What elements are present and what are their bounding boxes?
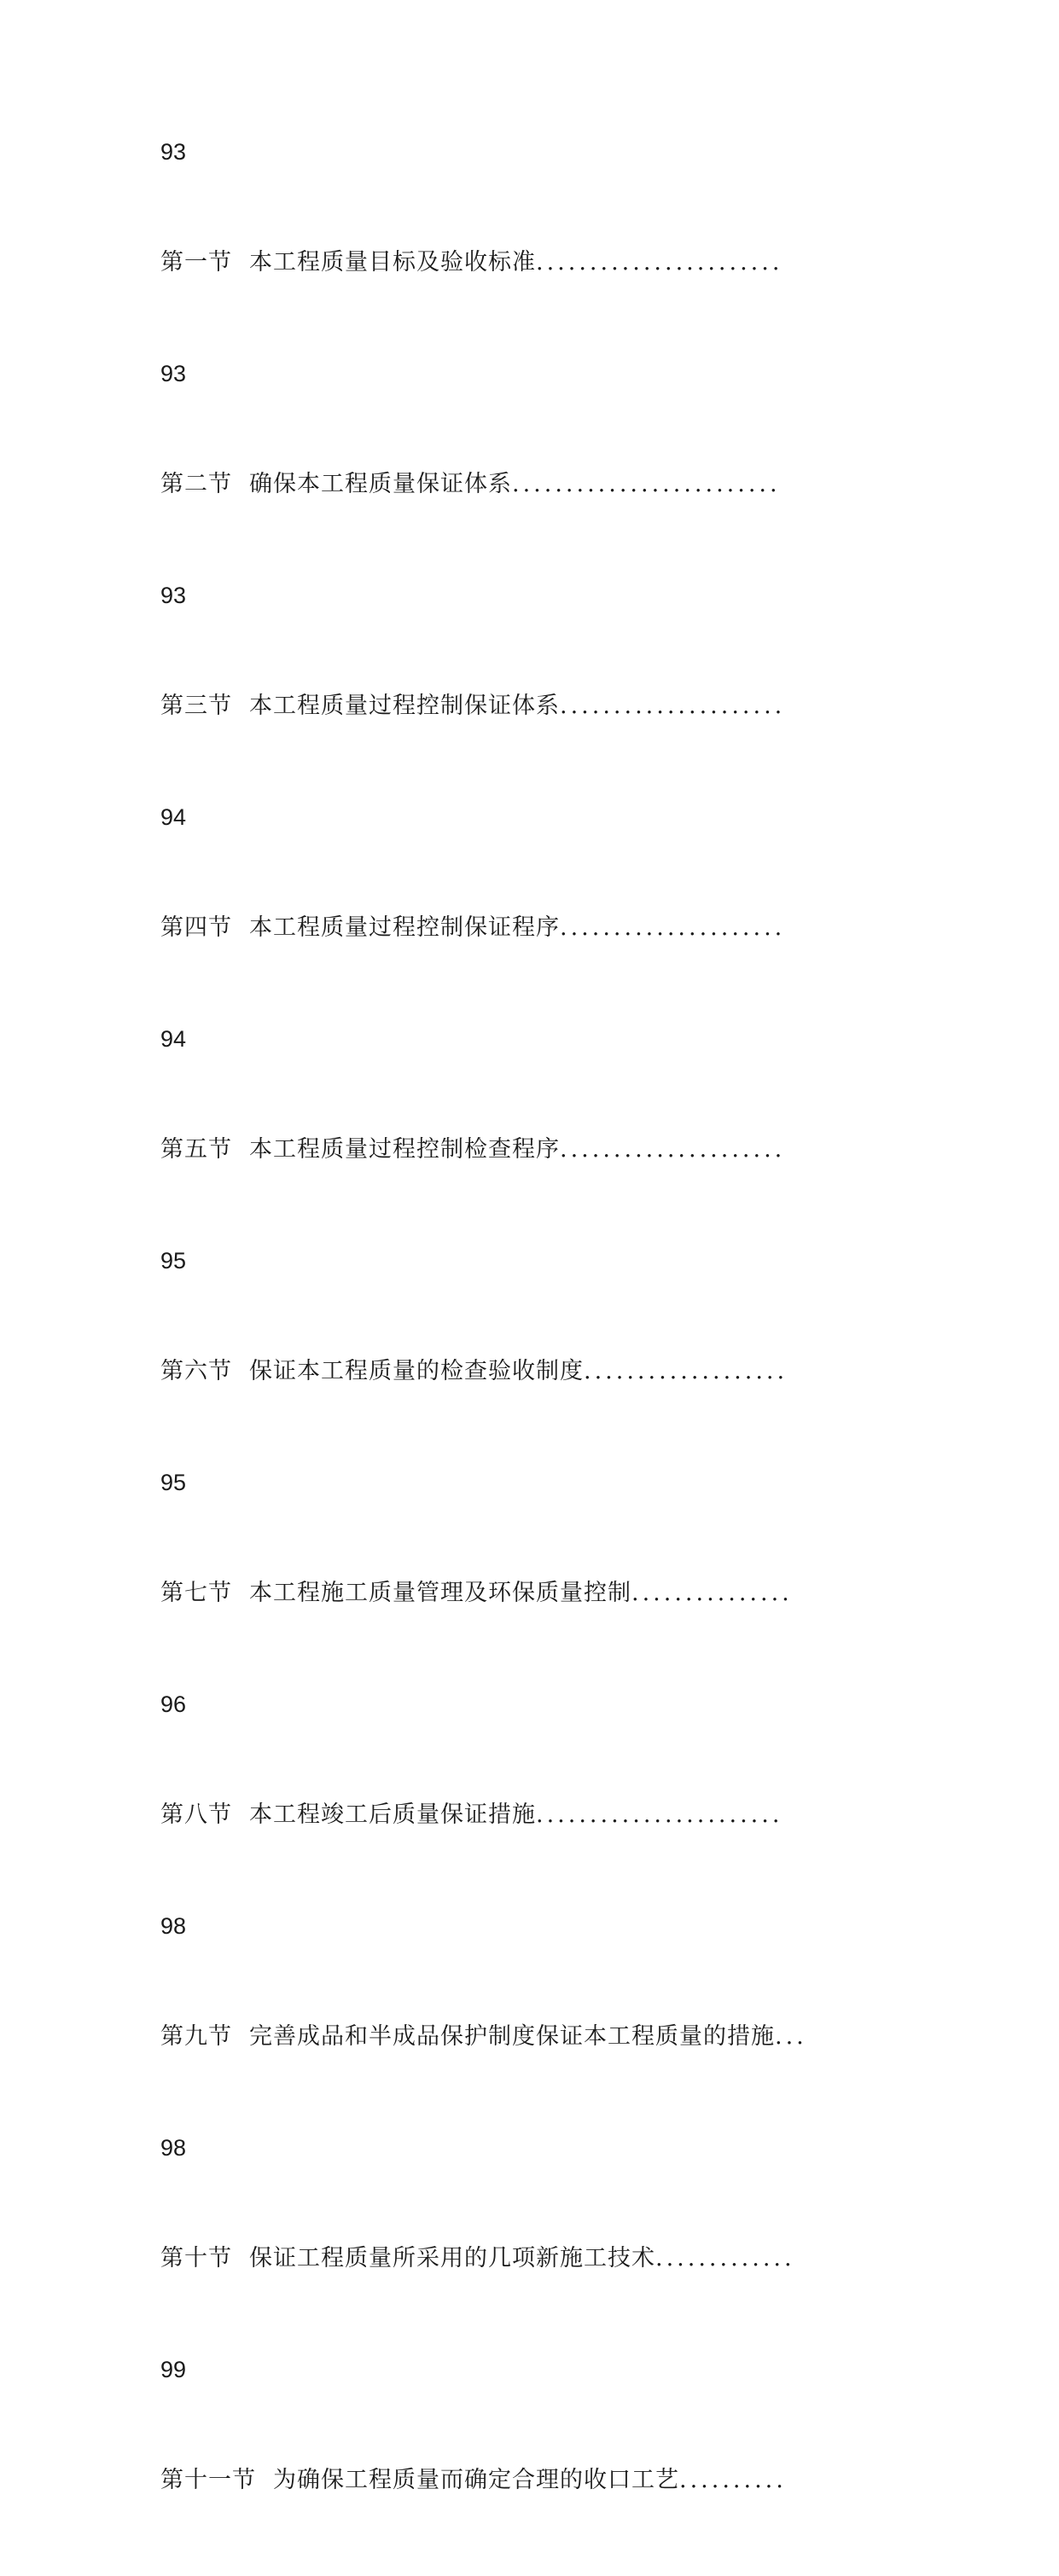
toc-dot-leader: ...	[775, 2023, 807, 2050]
toc-section-label: 第八节	[160, 1801, 232, 1828]
toc-page-number: 94	[160, 1026, 187, 1052]
toc-entry-title: 保证工程质量所采用的几项新施工技术	[249, 2245, 655, 2271]
toc-entry[interactable]	[160, 2022, 877, 2132]
toc-entry-title: 本工程竣工后质量保证措施	[249, 1801, 536, 1828]
toc-dot-leader: .......................	[536, 249, 783, 276]
toc-entry[interactable]	[160, 1578, 877, 1689]
toc-section-label: 第五节	[160, 1136, 232, 1163]
toc-dot-leader: .........................	[512, 471, 781, 497]
toc-entry[interactable]	[160, 247, 877, 358]
toc-dot-leader: .......................	[536, 1801, 783, 1828]
toc-section-label: 第七节	[160, 1580, 232, 1606]
toc-entry-title: 完善成品和半成品保护制度保证本工程质量的措施	[249, 2023, 775, 2050]
toc-page-number: 95	[160, 1248, 187, 1273]
toc-entry-title: 本工程质量过程控制保证程序	[249, 914, 560, 941]
toc-entry[interactable]	[160, 2243, 877, 2354]
toc-page-number: 95	[160, 1470, 187, 1495]
toc-dot-leader: .....................	[560, 914, 786, 941]
toc-section-label: 第二节	[160, 471, 232, 497]
toc-entry-title: 本工程质量目标及验收标准	[249, 249, 536, 276]
toc-entry[interactable]	[160, 2465, 877, 2576]
toc-entry[interactable]	[160, 691, 877, 802]
toc-page-number: 94	[160, 804, 187, 830]
toc-dot-leader: ...............	[631, 1580, 793, 1606]
toc-page-number: 93	[160, 583, 187, 608]
toc-entry-title: 为确保工程质量而确定合理的收口工艺	[273, 2467, 679, 2493]
toc-section-label: 第一节	[160, 249, 232, 276]
toc-entry[interactable]	[160, 1800, 877, 1911]
toc-page-number: 93	[160, 361, 187, 386]
toc-dot-leader: .....................	[560, 1136, 786, 1163]
toc-entry[interactable]	[160, 913, 877, 1024]
toc-entry[interactable]	[160, 1134, 877, 1245]
toc-dot-leader: ..........	[679, 2467, 787, 2493]
toc-section-label: 第三节	[160, 693, 232, 719]
toc-page-number: 99	[160, 2357, 187, 2382]
toc-dot-leader: ...................	[584, 1358, 788, 1384]
toc-page-number: 98	[160, 2135, 187, 2161]
toc-entry[interactable]	[160, 469, 877, 580]
toc-page-number: 93	[160, 139, 187, 165]
toc-entry-title: 保证本工程质量的检查验收制度	[249, 1358, 584, 1384]
toc-dot-leader: .....................	[560, 693, 786, 719]
toc-section-label: 第六节	[160, 1358, 232, 1384]
toc-section-label: 第九节	[160, 2023, 232, 2050]
toc-section-label: 第四节	[160, 914, 232, 941]
toc-entry-title: 本工程施工质量管理及环保质量控制	[249, 1580, 631, 1606]
table-of-contents	[160, 136, 877, 2576]
toc-section-label: 第十一节	[160, 2467, 256, 2493]
toc-page-number: 96	[160, 1691, 187, 1717]
toc-section-label: 第十节	[160, 2245, 232, 2271]
toc-entry-title: 确保本工程质量保证体系	[249, 471, 512, 497]
toc-page-number: 98	[160, 1913, 187, 1939]
toc-dot-leader: .............	[655, 2245, 795, 2271]
toc-entry-title: 本工程质量过程控制保证体系	[249, 693, 560, 719]
toc-entry[interactable]	[160, 1356, 877, 1467]
toc-entry-title: 本工程质量过程控制检查程序	[249, 1136, 560, 1163]
